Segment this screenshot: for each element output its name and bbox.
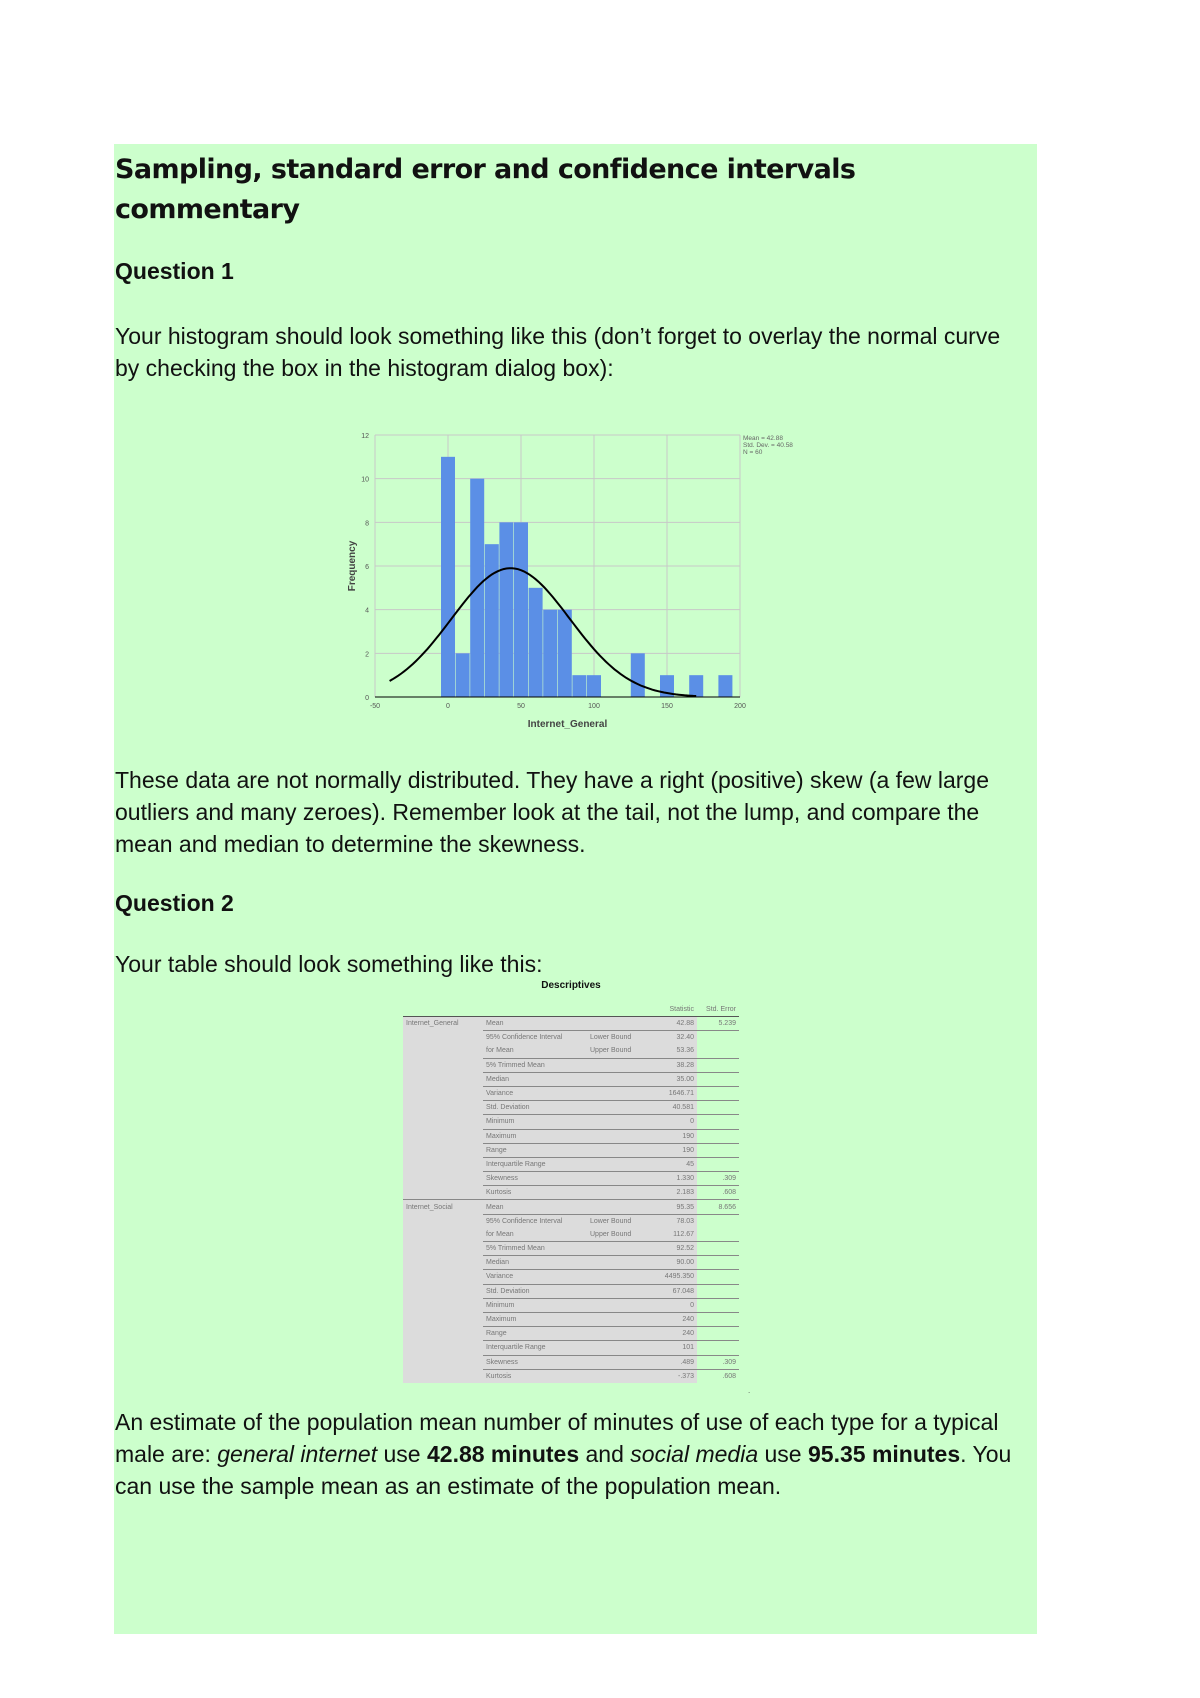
descriptives-table-image bbox=[403, 980, 739, 1385]
table-row bbox=[403, 1172, 739, 1186]
question-1-commentary: These data are not normally distributed. They have a right (positive) skew (a few large outliers and many zeroes). Remember look at the tail, not the lump, and compare the mean and median to determine the skewness. bbox=[115, 767, 989, 857]
desc-std-error bbox=[697, 1327, 739, 1341]
desc-stat-name: Range bbox=[483, 1327, 587, 1341]
table-row bbox=[403, 1143, 739, 1157]
table-row bbox=[403, 1242, 739, 1256]
social-media-label: social media bbox=[630, 1441, 759, 1467]
desc-stat-name: Kurtosis bbox=[483, 1186, 587, 1200]
desc-stat-name: Maximum bbox=[483, 1312, 587, 1326]
desc-value: 240 bbox=[651, 1327, 697, 1341]
table-row bbox=[403, 1214, 739, 1228]
table-row bbox=[403, 1186, 739, 1200]
histogram-chart bbox=[340, 415, 810, 730]
desc-bound-label: Upper Bound bbox=[587, 1044, 651, 1058]
desc-bound-label bbox=[587, 1312, 651, 1326]
x-tick-label: 200 bbox=[734, 703, 746, 710]
desc-stat-name: Minimum bbox=[483, 1298, 587, 1312]
desc-bound-label bbox=[587, 1355, 651, 1369]
document-title: Sampling, standard error and confidence intervals commentary bbox=[115, 154, 856, 225]
desc-var-name bbox=[403, 1341, 483, 1355]
desc-var-name bbox=[403, 1101, 483, 1115]
col-header-statistic: Statistic bbox=[651, 1002, 697, 1017]
desc-std-error bbox=[697, 1101, 739, 1115]
conclusion-text-4: use bbox=[758, 1441, 808, 1467]
desc-bound-label: Lower Bound bbox=[587, 1031, 651, 1045]
descriptives-table bbox=[403, 1002, 739, 1383]
desc-var-name bbox=[403, 1312, 483, 1326]
desc-std-error bbox=[697, 1129, 739, 1143]
desc-stat-name: Maximum bbox=[483, 1129, 587, 1143]
desc-value: 190 bbox=[651, 1143, 697, 1157]
desc-std-error: 8.656 bbox=[697, 1200, 739, 1214]
desc-value: 32.40 bbox=[651, 1031, 697, 1045]
desc-var-name bbox=[403, 1298, 483, 1312]
desc-value: 95.35 bbox=[651, 1200, 697, 1214]
table-row bbox=[403, 1086, 739, 1100]
desc-value: 45 bbox=[651, 1157, 697, 1171]
trailing-mark: . bbox=[748, 1386, 751, 1395]
question-1-intro: Your histogram should look something like this (don’t forget to overlay the normal curve by checking the box in the histogram dialog box): bbox=[115, 323, 1001, 381]
desc-std-error bbox=[697, 1242, 739, 1256]
table-row bbox=[403, 1298, 739, 1312]
y-tick-label: 0 bbox=[365, 695, 369, 702]
desc-bound-label bbox=[587, 1200, 651, 1214]
histogram-bar bbox=[514, 522, 528, 697]
desc-var-name: Internet_Social bbox=[403, 1200, 483, 1214]
normal-curve bbox=[390, 568, 697, 696]
desc-value: 35.00 bbox=[651, 1072, 697, 1086]
col-header-std-error: Std. Error bbox=[697, 1002, 739, 1017]
desc-var-name bbox=[403, 1031, 483, 1045]
histogram-bar bbox=[689, 675, 703, 697]
table-row bbox=[403, 1355, 739, 1369]
desc-var-name bbox=[403, 1355, 483, 1369]
desc-var-name bbox=[403, 1086, 483, 1100]
desc-bound-label bbox=[587, 1101, 651, 1115]
desc-value: 67.048 bbox=[651, 1284, 697, 1298]
question-2-heading: Question 2 bbox=[115, 890, 234, 916]
desc-stat-name: Median bbox=[483, 1072, 587, 1086]
conclusion-text-1: An estimate of the population mean number of minutes of use of each type for a typical male are: bbox=[115, 1409, 999, 1467]
legend-entry: Std. Dev. = 40.58 bbox=[743, 442, 793, 449]
table-row bbox=[403, 1200, 739, 1214]
desc-stat-name: Std. Deviation bbox=[483, 1101, 587, 1115]
desc-stat-name: Std. Deviation bbox=[483, 1284, 587, 1298]
desc-bound-label bbox=[587, 1284, 651, 1298]
desc-std-error bbox=[697, 1341, 739, 1355]
desc-stat-name: 95% Confidence Interval bbox=[483, 1031, 587, 1045]
desc-std-error bbox=[697, 1284, 739, 1298]
x-tick-label: -50 bbox=[369, 703, 381, 710]
y-axis-title: Frequency bbox=[347, 540, 358, 592]
desc-value: 78.03 bbox=[651, 1214, 697, 1228]
desc-bound-label bbox=[587, 1017, 651, 1031]
table-row bbox=[403, 1256, 739, 1270]
desc-std-error bbox=[697, 1312, 739, 1326]
desc-var-name bbox=[403, 1284, 483, 1298]
desc-bound-label: Lower Bound bbox=[587, 1214, 651, 1228]
desc-stat-name: Median bbox=[483, 1256, 587, 1270]
desc-bound-label bbox=[587, 1086, 651, 1100]
table-row bbox=[403, 1228, 739, 1242]
desc-value: 112.67 bbox=[651, 1228, 697, 1242]
desc-value: 240 bbox=[651, 1312, 697, 1326]
desc-value: 101 bbox=[651, 1341, 697, 1355]
histogram-bar bbox=[572, 675, 586, 697]
legend-entry: N = 60 bbox=[743, 449, 763, 456]
desc-std-error bbox=[697, 1270, 739, 1284]
desc-stat-name: for Mean bbox=[483, 1044, 587, 1058]
desc-bound-label bbox=[587, 1256, 651, 1270]
histogram-bar bbox=[543, 610, 557, 697]
descriptives-caption: Descriptives bbox=[541, 980, 601, 991]
desc-stat-name: Minimum bbox=[483, 1115, 587, 1129]
general-internet-value: 42.88 minutes bbox=[426, 1441, 580, 1467]
table-row bbox=[403, 1270, 739, 1284]
desc-std-error bbox=[697, 1031, 739, 1045]
desc-var-name bbox=[403, 1186, 483, 1200]
table-row bbox=[403, 1031, 739, 1045]
table-row bbox=[403, 1017, 739, 1031]
question-2-intro: Your table should look something like this: bbox=[115, 951, 543, 977]
y-tick-label: 6 bbox=[365, 564, 369, 571]
desc-value: 0 bbox=[651, 1115, 697, 1129]
desc-value: 2.183 bbox=[651, 1186, 697, 1200]
desc-std-error bbox=[697, 1086, 739, 1100]
desc-std-error: .309 bbox=[697, 1355, 739, 1369]
desc-value: -.373 bbox=[651, 1369, 697, 1383]
histogram-bar bbox=[631, 653, 645, 697]
y-tick-label: 8 bbox=[365, 520, 369, 528]
desc-var-name bbox=[403, 1242, 483, 1256]
desc-var-name bbox=[403, 1129, 483, 1143]
desc-std-error bbox=[697, 1157, 739, 1171]
desc-std-error bbox=[697, 1256, 739, 1270]
x-tick-label: 100 bbox=[588, 703, 600, 710]
desc-var-name bbox=[403, 1115, 483, 1129]
desc-bound-label bbox=[587, 1058, 651, 1072]
desc-std-error bbox=[697, 1298, 739, 1312]
x-tick-label: 50 bbox=[517, 703, 525, 710]
desc-value: 53.36 bbox=[651, 1044, 697, 1058]
table-row bbox=[403, 1129, 739, 1143]
general-internet-label: general internet bbox=[217, 1441, 378, 1467]
desc-bound-label bbox=[587, 1143, 651, 1157]
question-1-heading: Question 1 bbox=[115, 258, 234, 284]
desc-value: 38.28 bbox=[651, 1058, 697, 1072]
desc-bound-label bbox=[587, 1172, 651, 1186]
desc-bound-label bbox=[587, 1115, 651, 1129]
desc-stat-name: Variance bbox=[483, 1270, 587, 1284]
desc-value: .489 bbox=[651, 1355, 697, 1369]
desc-stat-name: Skewness bbox=[483, 1172, 587, 1186]
histogram-bar bbox=[456, 653, 470, 697]
conclusion-text-3: and bbox=[579, 1441, 631, 1467]
desc-var-name bbox=[403, 1157, 483, 1171]
y-tick-label: 2 bbox=[365, 651, 369, 659]
table-row bbox=[403, 1101, 739, 1115]
desc-bound-label bbox=[587, 1369, 651, 1383]
desc-stat-name: Skewness bbox=[483, 1355, 587, 1369]
desc-bound-label bbox=[587, 1270, 651, 1284]
legend-entry: Mean = 42.88 bbox=[743, 435, 783, 442]
desc-stat-name: 95% Confidence Interval bbox=[483, 1214, 587, 1228]
desc-std-error bbox=[697, 1228, 739, 1242]
desc-bound-label bbox=[587, 1157, 651, 1171]
desc-var-name bbox=[403, 1369, 483, 1383]
desc-var-name bbox=[403, 1214, 483, 1228]
question-2-conclusion bbox=[115, 1406, 1015, 1502]
desc-std-error: .608 bbox=[697, 1369, 739, 1383]
desc-var-name bbox=[403, 1256, 483, 1270]
table-row bbox=[403, 1157, 739, 1171]
desc-value: 92.52 bbox=[651, 1242, 697, 1256]
desc-bound-label bbox=[587, 1242, 651, 1256]
table-row bbox=[403, 1044, 739, 1058]
desc-stat-name: Kurtosis bbox=[483, 1369, 587, 1383]
desc-var-name bbox=[403, 1143, 483, 1157]
desc-stat-name: 5% Trimmed Mean bbox=[483, 1058, 587, 1072]
desc-stat-name: 5% Trimmed Mean bbox=[483, 1242, 587, 1256]
desc-stat-name: Interquartile Range bbox=[483, 1157, 587, 1171]
desc-value: 1646.71 bbox=[651, 1086, 697, 1100]
histogram-bar bbox=[529, 588, 543, 697]
desc-stat-name: Variance bbox=[483, 1086, 587, 1100]
histogram-bar bbox=[587, 675, 601, 697]
desc-stat-name: for Mean bbox=[483, 1228, 587, 1242]
desc-stat-name: Mean bbox=[483, 1017, 587, 1031]
desc-bound-label bbox=[587, 1129, 651, 1143]
desc-value: 90.00 bbox=[651, 1256, 697, 1270]
table-row bbox=[403, 1327, 739, 1341]
desc-value: 190 bbox=[651, 1129, 697, 1143]
desc-bound-label: Upper Bound bbox=[587, 1228, 651, 1242]
table-row bbox=[403, 1115, 739, 1129]
histogram-bar bbox=[441, 457, 455, 697]
desc-std-error: .608 bbox=[697, 1186, 739, 1200]
social-media-value: 95.35 minutes bbox=[808, 1441, 961, 1467]
conclusion-text-5: . You can use the sample mean as an estimate of the population mean. bbox=[115, 1441, 1012, 1499]
desc-bound-label bbox=[587, 1072, 651, 1086]
desc-value: 1.330 bbox=[651, 1172, 697, 1186]
desc-var-name bbox=[403, 1058, 483, 1072]
desc-bound-label bbox=[587, 1186, 651, 1200]
table-row bbox=[403, 1058, 739, 1072]
desc-value: 40.581 bbox=[651, 1101, 697, 1115]
desc-std-error bbox=[697, 1044, 739, 1058]
desc-stat-name: Interquartile Range bbox=[483, 1341, 587, 1355]
desc-value: 42.88 bbox=[651, 1017, 697, 1031]
table-row bbox=[403, 1284, 739, 1298]
x-tick-label: 150 bbox=[661, 703, 673, 710]
desc-std-error: 5.239 bbox=[718, 1020, 736, 1028]
desc-var-name bbox=[403, 1044, 483, 1058]
y-tick-label: 4 bbox=[365, 607, 369, 615]
conclusion-text-2: use bbox=[377, 1441, 427, 1467]
histogram-bar bbox=[558, 610, 572, 697]
table-row bbox=[403, 1341, 739, 1355]
y-tick-label: 10 bbox=[361, 476, 369, 484]
desc-std-error bbox=[697, 1115, 739, 1129]
table-row bbox=[403, 1369, 739, 1383]
desc-bound-label bbox=[587, 1298, 651, 1312]
desc-std-error: .309 bbox=[697, 1172, 739, 1186]
histogram-bar bbox=[499, 522, 513, 697]
table-row bbox=[403, 1312, 739, 1326]
table-row bbox=[403, 1072, 739, 1086]
desc-var-name bbox=[403, 1228, 483, 1242]
desc-stat-name: Range bbox=[483, 1143, 587, 1157]
desc-var-name bbox=[403, 1072, 483, 1086]
desc-var-name bbox=[403, 1270, 483, 1284]
histogram-bar bbox=[485, 544, 499, 697]
x-axis-title: Internet_General bbox=[527, 719, 608, 730]
desc-var-name bbox=[403, 1327, 483, 1341]
desc-stat-name: Mean bbox=[483, 1200, 587, 1214]
desc-std-error bbox=[697, 1214, 739, 1228]
y-tick-label: 12 bbox=[361, 433, 369, 440]
desc-std-error bbox=[697, 1143, 739, 1157]
x-tick-label: 0 bbox=[446, 703, 450, 710]
desc-std-error bbox=[697, 1072, 739, 1086]
desc-value: 0 bbox=[651, 1298, 697, 1312]
histogram-bar bbox=[718, 675, 732, 697]
desc-std-error bbox=[697, 1058, 739, 1072]
desc-var-name bbox=[403, 1172, 483, 1186]
desc-bound-label bbox=[587, 1327, 651, 1341]
desc-bound-label bbox=[587, 1341, 651, 1355]
desc-value: 4495.350 bbox=[651, 1270, 697, 1284]
desc-var-name: Internet_General bbox=[403, 1017, 483, 1031]
